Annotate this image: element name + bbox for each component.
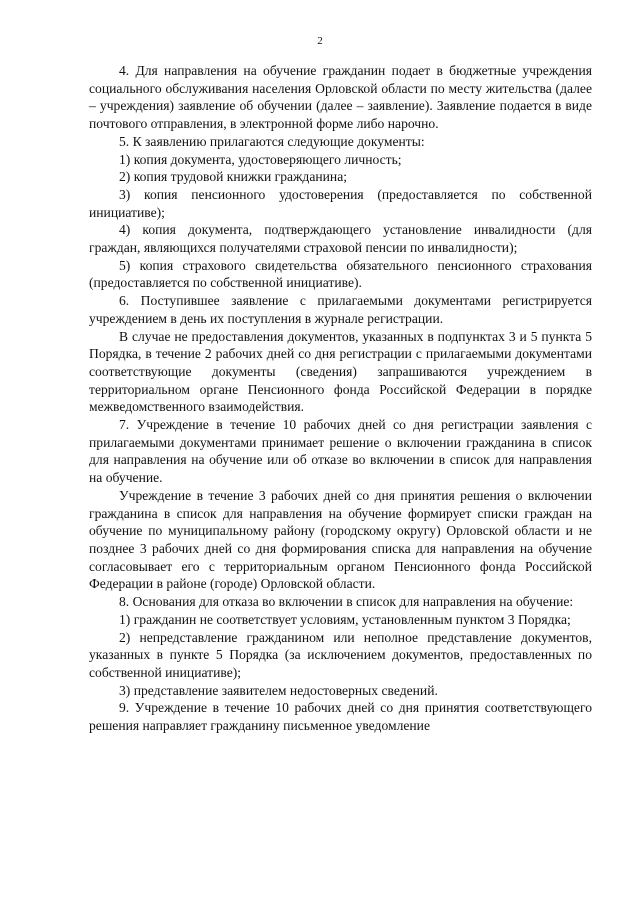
paragraph-list-formation: Учреждение в течение 3 рабочих дней со дня принятия решения о включении гражданина в список для направления на обучение формирует списки граждан на обучение по муниципальному району (городскому округу) Орловской области и не позднее 3 рабочих дней со дня формирования списка для направления на обучение согласовывает его с территориальным органом Пенсионного фонда Российской Федерации в районе (городе) Орловской области. <box>89 487 592 592</box>
list-item-insurance-certificate: 5) копия страхового свидетельства обязательного пенсионного страхования (предоставляется по собственной инициативе). <box>89 257 592 291</box>
list-item-identity-copy: 1) копия документа, удостоверяющего личность; <box>119 151 402 167</box>
list-item-pension-certificate: 3) копия пенсионного удостоверения (предоставляется по собственной инициативе); <box>89 186 592 220</box>
list-item-disability-document: 4) копия документа, подтверждающего установление инвалидности (для граждан, являющихся получателями страховой пенсии по инвалидности); <box>89 222 592 256</box>
paragraph-9-notification: 9. Учреждение в течение 10 рабочих дней со дня принятия соответствующего решения направляет гражданину письменное уведомление <box>89 700 592 734</box>
list-item-workbook-copy: 2) копия трудовой книжки гражданина; <box>119 169 348 185</box>
list-item-incomplete-documents: 2) непредставление гражданином или неполное представление документов, указанных в пункте 5 Порядка (за исключением документов, предоставленных по собственной инициативе); <box>89 629 592 680</box>
paragraph-4-application: 4. Для направления на обучение гражданин подает в бюджетные учреждения социального обслуживания населения Орловской области по месту жительства (далее – учреждения) заявление об обучении (далее – заявление). Заявление подается в виде почтового отправления, в электронной форме либо нарочно. <box>89 63 592 132</box>
page-number: 2 <box>317 35 323 47</box>
paragraph-7-decision: 7. Учреждение в течение 10 рабочих дней со дня регистрации заявления с прилагаемыми документами принимает решение о включении гражданина в список для направления на обучение или об отказе во включении в список для направления на обучение. <box>89 417 592 486</box>
list-item-conditions-mismatch: 1) гражданин не соответствует условиям, установленным пунктом 3 Порядка; <box>119 611 571 627</box>
paragraph-5-intro: 5. К заявлению прилагаются следующие документы: <box>119 133 425 149</box>
document-body <box>89 62 592 735</box>
list-item-false-information: 3) представление заявителем недостоверных сведений. <box>119 682 438 698</box>
paragraph-6-registration: 6. Поступившее заявление с прилагаемыми документами регистрируется учреждением в день их поступления в журнале регистрации. <box>89 293 592 326</box>
paragraph-8-refusal-grounds: 8. Основания для отказа во включении в список для направления на обучение: <box>119 594 574 610</box>
paragraph-interagency-request: В случае не предоставления документов, указанных в подпунктах 3 и 5 пункта 5 Порядка, в течение 2 рабочих дней со дня регистрации с прилагаемыми документами соответствующие документы (сведения) запрашиваются учреждением в территориальном органе Пенсионного фонда Российской Федерации в порядке межведомственного взаимодействия. <box>89 328 592 415</box>
